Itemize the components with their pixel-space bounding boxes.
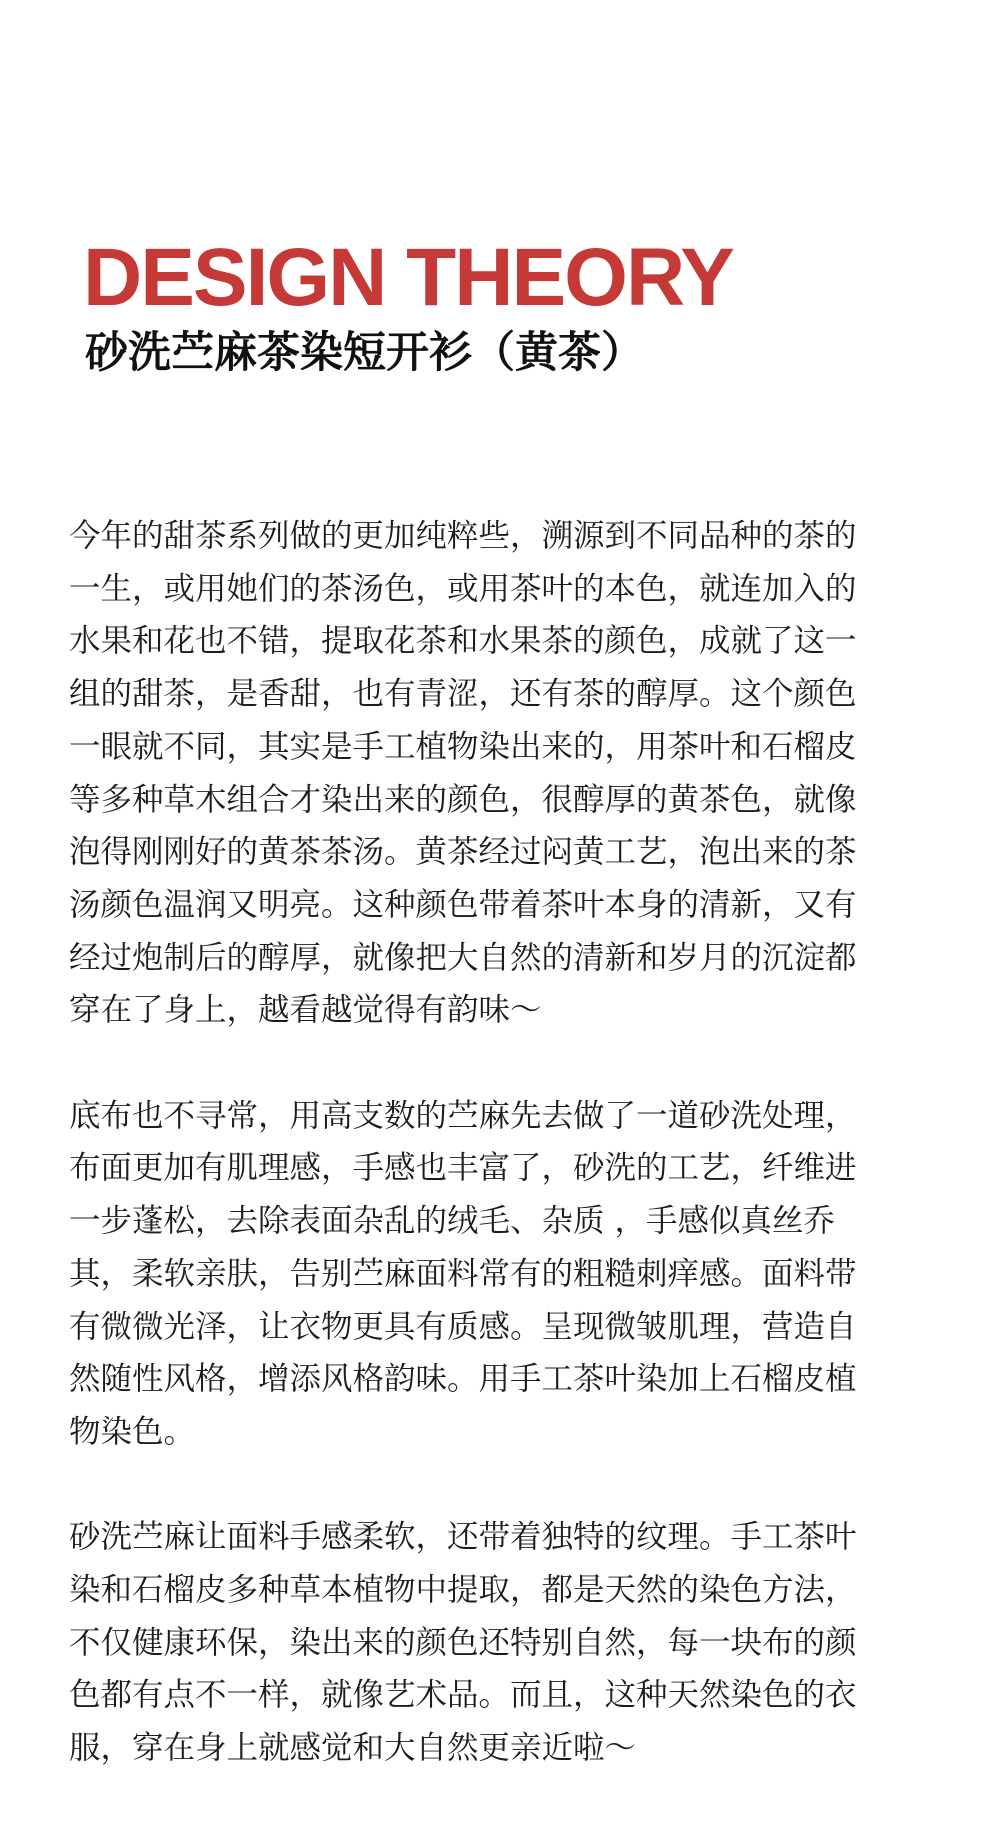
text-line: 今年的甜茶系列做的更加纯粹些，溯源到不同品种的茶的	[69, 518, 857, 554]
text-line: 汤颜色温润又明亮。这种颜色带着茶叶本身的清新，又有	[69, 886, 857, 923]
body-text	[69, 510, 921, 1828]
text-line: 不仅健康环保，染出来的颜色还特别自然，每一块布的颜	[69, 1624, 857, 1661]
text-line: 组的甜茶，是香甜，也有青涩，还有茶的醇厚。这个颜色	[69, 676, 857, 713]
paragraph-dyeing	[69, 1511, 921, 1775]
text-line: 一眼就不同，其实是手工植物染出来的，用茶叶和石榴皮	[69, 728, 857, 765]
text-line: 一步蓬松，去除表面杂乱的绒毛、杂质 ，手感似真丝乔	[69, 1203, 836, 1240]
text-line: 泡得刚刚好的黄茶茶汤。黄茶经过闷黄工艺，泡出来的茶	[69, 834, 857, 871]
text-line: 染和石榴皮多种草本植物中提取，都是天然的染色方法，	[69, 1572, 857, 1609]
text-line: 布面更加有肌理感，手感也丰富了，砂洗的工艺，纤维进	[69, 1150, 857, 1187]
page-title-en: DESIGN THEORY	[83, 232, 733, 323]
text-line: 砂洗苎麻让面料手感柔软，还带着独特的纹理。手工茶叶	[69, 1519, 857, 1556]
text-line: 然随性风格，增添风格韵味。用手工茶叶染加上石榴皮植	[69, 1361, 857, 1398]
text-line: 有微微光泽，让衣物更具有质感。呈现微皱肌理，营造自	[69, 1308, 857, 1345]
text-line: 水果和花也不错，提取花茶和水果茶的颜色，成就了这一	[69, 623, 857, 660]
text-line: 其，柔软亲肤，告别苎麻面料常有的粗糙刺痒感。面料带	[69, 1255, 857, 1292]
text-line: 经过炮制后的醇厚，就像把大自然的清新和岁月的沉淀都	[69, 939, 857, 976]
text-line: 等多种草木组合才染出来的颜色，很醇厚的黄茶色，就像	[69, 781, 857, 818]
product-title: 砂洗苎麻茶染短开衫（黄茶）	[85, 328, 644, 378]
paragraph-fabric	[69, 1090, 921, 1459]
text-line: 底布也不寻常，用高支数的苎麻先去做了一道砂洗处理，	[69, 1097, 857, 1134]
text-line: 色都有点不一样，就像艺术品。而且，这种天然染色的衣	[69, 1677, 857, 1714]
text-line: 物染色。	[69, 1413, 196, 1450]
paragraph-tea-color	[69, 510, 921, 1037]
text-line: 穿在了身上，越看越觉得有韵味～	[69, 992, 542, 1029]
text-line: 服，穿在身上就感觉和大自然更亲近啦～	[69, 1730, 637, 1767]
text-line: 一生，或用她们的茶汤色，或用茶叶的本色，就连加入的	[69, 570, 857, 607]
